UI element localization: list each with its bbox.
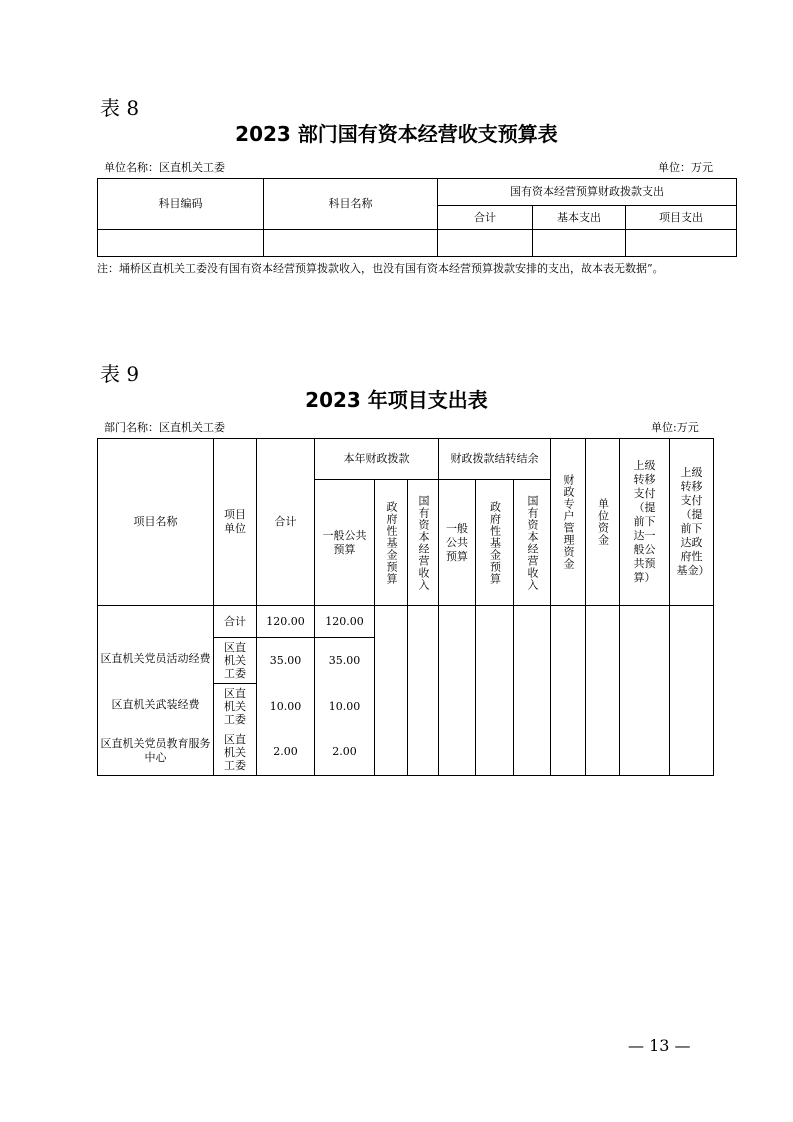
total-general: 120.00 bbox=[315, 606, 375, 638]
header-unit-fund: 单位资金 bbox=[586, 439, 620, 606]
header-name: 科目名称 bbox=[264, 179, 438, 230]
header-transfer-fund: 上级转移支付（提前下达政府性基金） bbox=[670, 439, 714, 606]
empty-cell bbox=[533, 230, 626, 257]
table8-note: 注：埇桥区直机关工委没有国有资本经营预算拨款收入，也没有国有资本经营预算拨款安排的支出，故本表无数据”。 bbox=[97, 262, 664, 275]
table9-title: 2023 年项目支出表 bbox=[305, 388, 488, 412]
header-state-capital-2: 国有资本经营收入 bbox=[514, 480, 551, 606]
table-row-total bbox=[98, 606, 714, 638]
project-unit: 区直机关工委 bbox=[214, 730, 257, 776]
row-general: 35.00 bbox=[315, 638, 375, 684]
table8-label: 表 8 bbox=[100, 96, 140, 120]
empty-cell bbox=[438, 230, 533, 257]
table8-title: 2023 部门国有资本经营收支预算表 bbox=[235, 122, 558, 146]
row-total: 35.00 bbox=[257, 638, 315, 684]
empty-cell bbox=[98, 230, 264, 257]
header-basic: 基本支出 bbox=[533, 206, 626, 230]
row-total: 10.00 bbox=[257, 684, 315, 730]
project-unit: 区直机关工委 bbox=[214, 638, 257, 684]
header-gov-fund-2: 政府性基金预算 bbox=[476, 480, 514, 606]
header-general-public-2: 一般公共预算 bbox=[439, 480, 476, 606]
total-label: 合计 bbox=[214, 606, 257, 638]
header-project-unit: 项目单位 bbox=[214, 439, 257, 606]
header-project-name: 项目名称 bbox=[98, 439, 214, 606]
table8 bbox=[97, 178, 737, 257]
header-special-fund: 财政专户管理资金 bbox=[551, 439, 586, 606]
row-general: 2.00 bbox=[315, 730, 375, 776]
row-total: 2.00 bbox=[257, 730, 315, 776]
table8-unit-left: 单位名称：区直机关工委 bbox=[104, 161, 225, 174]
table9-unit-right: 单位:万元 bbox=[651, 421, 699, 434]
table9 bbox=[97, 438, 714, 776]
empty-cell bbox=[626, 230, 737, 257]
table9-label: 表 9 bbox=[100, 362, 140, 386]
header-state-capital: 国有资本经营收入 bbox=[408, 480, 439, 606]
project-unit: 区直机关工委 bbox=[214, 684, 257, 730]
header-carryover: 财政拨款结转结余 bbox=[439, 439, 551, 480]
row-general: 10.00 bbox=[315, 684, 375, 730]
page-number: — 13 — bbox=[628, 1036, 691, 1055]
header-transfer-general: 上级转移支付（提前下达一般公共预算） bbox=[620, 439, 670, 606]
table9-unit-left: 部门名称：区直机关工委 bbox=[104, 421, 225, 434]
header-current-year: 本年财政拨款 bbox=[315, 439, 439, 480]
header-total: 合计 bbox=[257, 439, 315, 606]
empty-cell bbox=[264, 230, 438, 257]
project-name: 区直机关武装经费 bbox=[111, 698, 200, 711]
project-names-cell bbox=[98, 606, 214, 776]
header-group: 国有资本经营预算财政拨款支出 bbox=[438, 179, 737, 206]
header-total: 合计 bbox=[438, 206, 533, 230]
total-amount: 120.00 bbox=[257, 606, 315, 638]
header-project: 项目支出 bbox=[626, 206, 737, 230]
table8-unit-right: 单位：万元 bbox=[658, 161, 713, 174]
project-name: 区直机关党员活动经费 bbox=[100, 652, 211, 665]
header-general-public: 一般公共预算 bbox=[315, 480, 375, 606]
header-gov-fund: 政府性基金预算 bbox=[375, 480, 408, 606]
header-code: 科目编码 bbox=[98, 179, 264, 230]
project-name: 区直机关党员教育服务中心 bbox=[100, 737, 211, 764]
